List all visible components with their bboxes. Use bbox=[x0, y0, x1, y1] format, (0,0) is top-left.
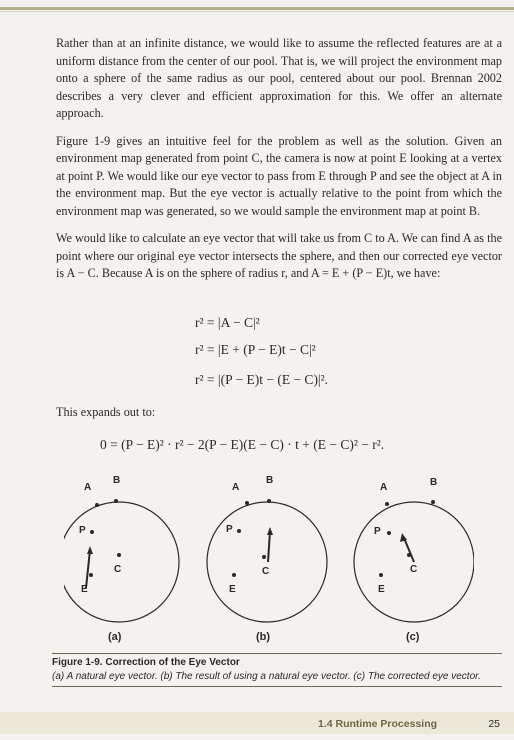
label-e-c: E bbox=[378, 584, 385, 595]
point-e-a bbox=[89, 573, 93, 577]
label-p-c: P bbox=[374, 526, 381, 537]
point-a-c bbox=[385, 502, 389, 506]
label-e-b: E bbox=[229, 584, 236, 595]
label-p-b: P bbox=[226, 524, 233, 535]
label-e-a: E bbox=[81, 584, 88, 595]
top-rule bbox=[0, 7, 514, 10]
caption-rule-top bbox=[52, 653, 502, 654]
panel-c bbox=[354, 477, 474, 643]
page-number: 25 bbox=[488, 718, 500, 730]
equation-4: 0 = (P − E)² · r² − 2(P − E)(E − C) · t + (E − C)² − r². bbox=[100, 437, 385, 452]
point-c-a bbox=[117, 553, 121, 557]
label-a-b: A bbox=[232, 482, 240, 493]
arrow-head-b bbox=[267, 527, 273, 535]
point-b-a bbox=[114, 499, 118, 503]
panel-tag-a: (a) bbox=[108, 631, 122, 643]
equation-2: r² = |E + (P − E)t − C|² bbox=[195, 342, 316, 357]
label-c-c: C bbox=[410, 564, 418, 575]
figure-svg bbox=[64, 470, 474, 646]
eye-vector-b bbox=[268, 531, 270, 562]
equation-3: r² = |(P − E)t − (E − C)|². bbox=[195, 372, 329, 387]
point-e-c bbox=[379, 573, 383, 577]
caption-title: Figure 1-9. Correction of the Eye Vector bbox=[52, 657, 240, 668]
body-text bbox=[56, 35, 502, 293]
label-a-a: A bbox=[84, 482, 92, 493]
expands-text: This expands out to: bbox=[56, 405, 156, 419]
label-b-a: B bbox=[113, 475, 121, 486]
label-c-a: C bbox=[114, 564, 122, 575]
top-rule-thin bbox=[0, 11, 514, 12]
sphere-a bbox=[64, 502, 179, 622]
point-c-b bbox=[262, 555, 266, 559]
point-p-c bbox=[387, 531, 391, 535]
point-a-a bbox=[95, 503, 99, 507]
figure-1-9 bbox=[64, 470, 474, 646]
panel-b bbox=[207, 475, 327, 643]
label-a-c: A bbox=[380, 482, 388, 493]
point-b-c bbox=[431, 500, 435, 504]
paragraph-3: We would like to calculate an eye vector that will take us from C to A. We can find A as the point where our original eye vector intersects the sphere, and then our corrected eye vector is A − C. Because A is on the sphere of radius r, and A = E + (P − E)t, we have: bbox=[56, 231, 502, 280]
label-b-c: B bbox=[430, 477, 438, 488]
paragraph-2: Figure 1-9 gives an intuitive feel for the problem as well as the solution. Given an environment map generated from point C, the camera is now at point E looking at a vertex at point P. We would like our eye vector to pass from E through P and see the object at A in the environment map. But the eye vector is actually relative to the point from which the environment map was generated, so we would sample the environment map at point B. bbox=[56, 133, 502, 218]
point-a-b bbox=[245, 501, 249, 505]
arrow-head-a bbox=[87, 546, 93, 554]
caption-rule-bottom bbox=[52, 686, 502, 687]
label-b-b: B bbox=[266, 475, 274, 486]
figure-caption bbox=[52, 656, 502, 684]
point-p-a bbox=[90, 530, 94, 534]
point-b-b bbox=[267, 499, 271, 503]
eye-vector-a bbox=[86, 550, 90, 588]
equation-1: r² = |A − C|² bbox=[195, 315, 260, 330]
label-p-a: P bbox=[79, 525, 86, 536]
caption-text: (a) A natural eye vector. (b) The result of using a natural eye vector. (c) The corrected eye vector. bbox=[52, 671, 481, 682]
eye-vector-c bbox=[404, 538, 414, 562]
point-p-b bbox=[237, 529, 241, 533]
panel-a bbox=[64, 475, 179, 643]
point-e-b bbox=[232, 573, 236, 577]
footer-section-title: 1.4 Runtime Processing bbox=[318, 718, 438, 730]
panel-tag-b: (b) bbox=[256, 631, 271, 643]
label-c-b: C bbox=[262, 566, 270, 577]
sphere-b bbox=[207, 502, 327, 622]
paragraph-1: Rather than at an infinite distance, we would like to assume the reflected features are at a uniform distance from the center of our pool. That is, we will project the environment map onto a sphere of the same radius as our pool, centered about our pool. Brennan 2002 describes a very clever and efficient approximation for this. We offer an alternate approach. bbox=[56, 36, 502, 120]
panel-tag-c: (c) bbox=[406, 631, 420, 643]
